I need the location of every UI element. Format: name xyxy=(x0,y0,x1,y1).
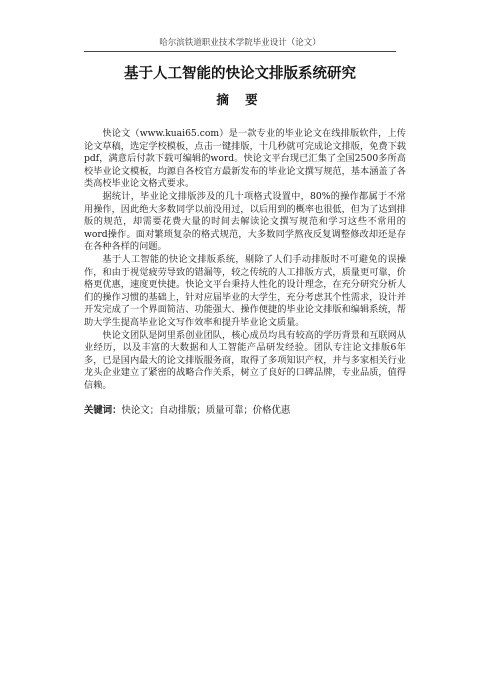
page-title: 基于人工智能的快论文排版系统研究 xyxy=(124,65,356,82)
abstract-paragraph: 快论文（www.kuai65.com）是一款专业的毕业论文在线排版软件，上传论文草稿，选定学校模板，点击一键排版，十几秒就可完成论文排版，免费下载pdf，满意后付款下载可编辑的word。快论文平台现已汇集了全国2500多所高校毕业论文模板，均源自各校官方最新发布的毕业论文撰写规范，基本涵盖了各类高校毕业论文格式要求。 xyxy=(84,128,406,190)
keywords-label: 关键词： xyxy=(84,405,122,416)
abstract-body xyxy=(84,128,406,392)
abstract-paragraph: 快论文团队是阿里系创业团队，核心成员均具有较高的学历背景和互联网从业经历，以及丰富的大数据和人工智能产品研发经验。团队专注论文排版6年多，已是国内最大的论文排版服务商，取得了多项知识产权，并与多家相关行业龙头企业建立了紧密的战略合作关系，树立了良好的口碑品牌，专业品质，值得信赖。 xyxy=(84,329,406,391)
keywords-text: 快论文；自动排版；质量可靠；价格优惠 xyxy=(121,405,291,416)
running-header: 哈尔滨铁道职业技术学院毕业设计（论文） xyxy=(84,36,396,52)
keywords-line xyxy=(84,404,406,417)
abstract-heading: 摘 要 xyxy=(216,92,264,107)
abstract-paragraph: 基于人工智能的快论文排版系统，剔除了人们手动排版时不可避免的误操作，和由于视觉疲劳导致的错漏等，较之传统的人工排版方式，质量更可靠，价格更优惠，速度更快捷。快论文平台秉持人性化的设计理念，在充分研究分析人们的操作习惯的基础上，针对应届毕业的大学生，充分考虑其个性需求，设计并开发完成了一个界面简洁、功能强大、操作便捷的毕业论文排版和编辑系统，帮助大学生提高毕业论文写作效率和提升毕业论文质量。 xyxy=(84,253,406,328)
abstract-paragraph: 据统计，毕业论文排版涉及的几十项格式设置中，80%的操作都属于不常用操作，因此绝大多数同学以前没用过，以后用到的概率也很低，但为了达到排版的规范，却需要花费大量的时间去解读论文撰写规范和学习这些不常用的word操作。面对繁琐复杂的格式规范，大多数同学熬夜反复调整修改却还是存在各种各样的问题。 xyxy=(84,190,406,253)
